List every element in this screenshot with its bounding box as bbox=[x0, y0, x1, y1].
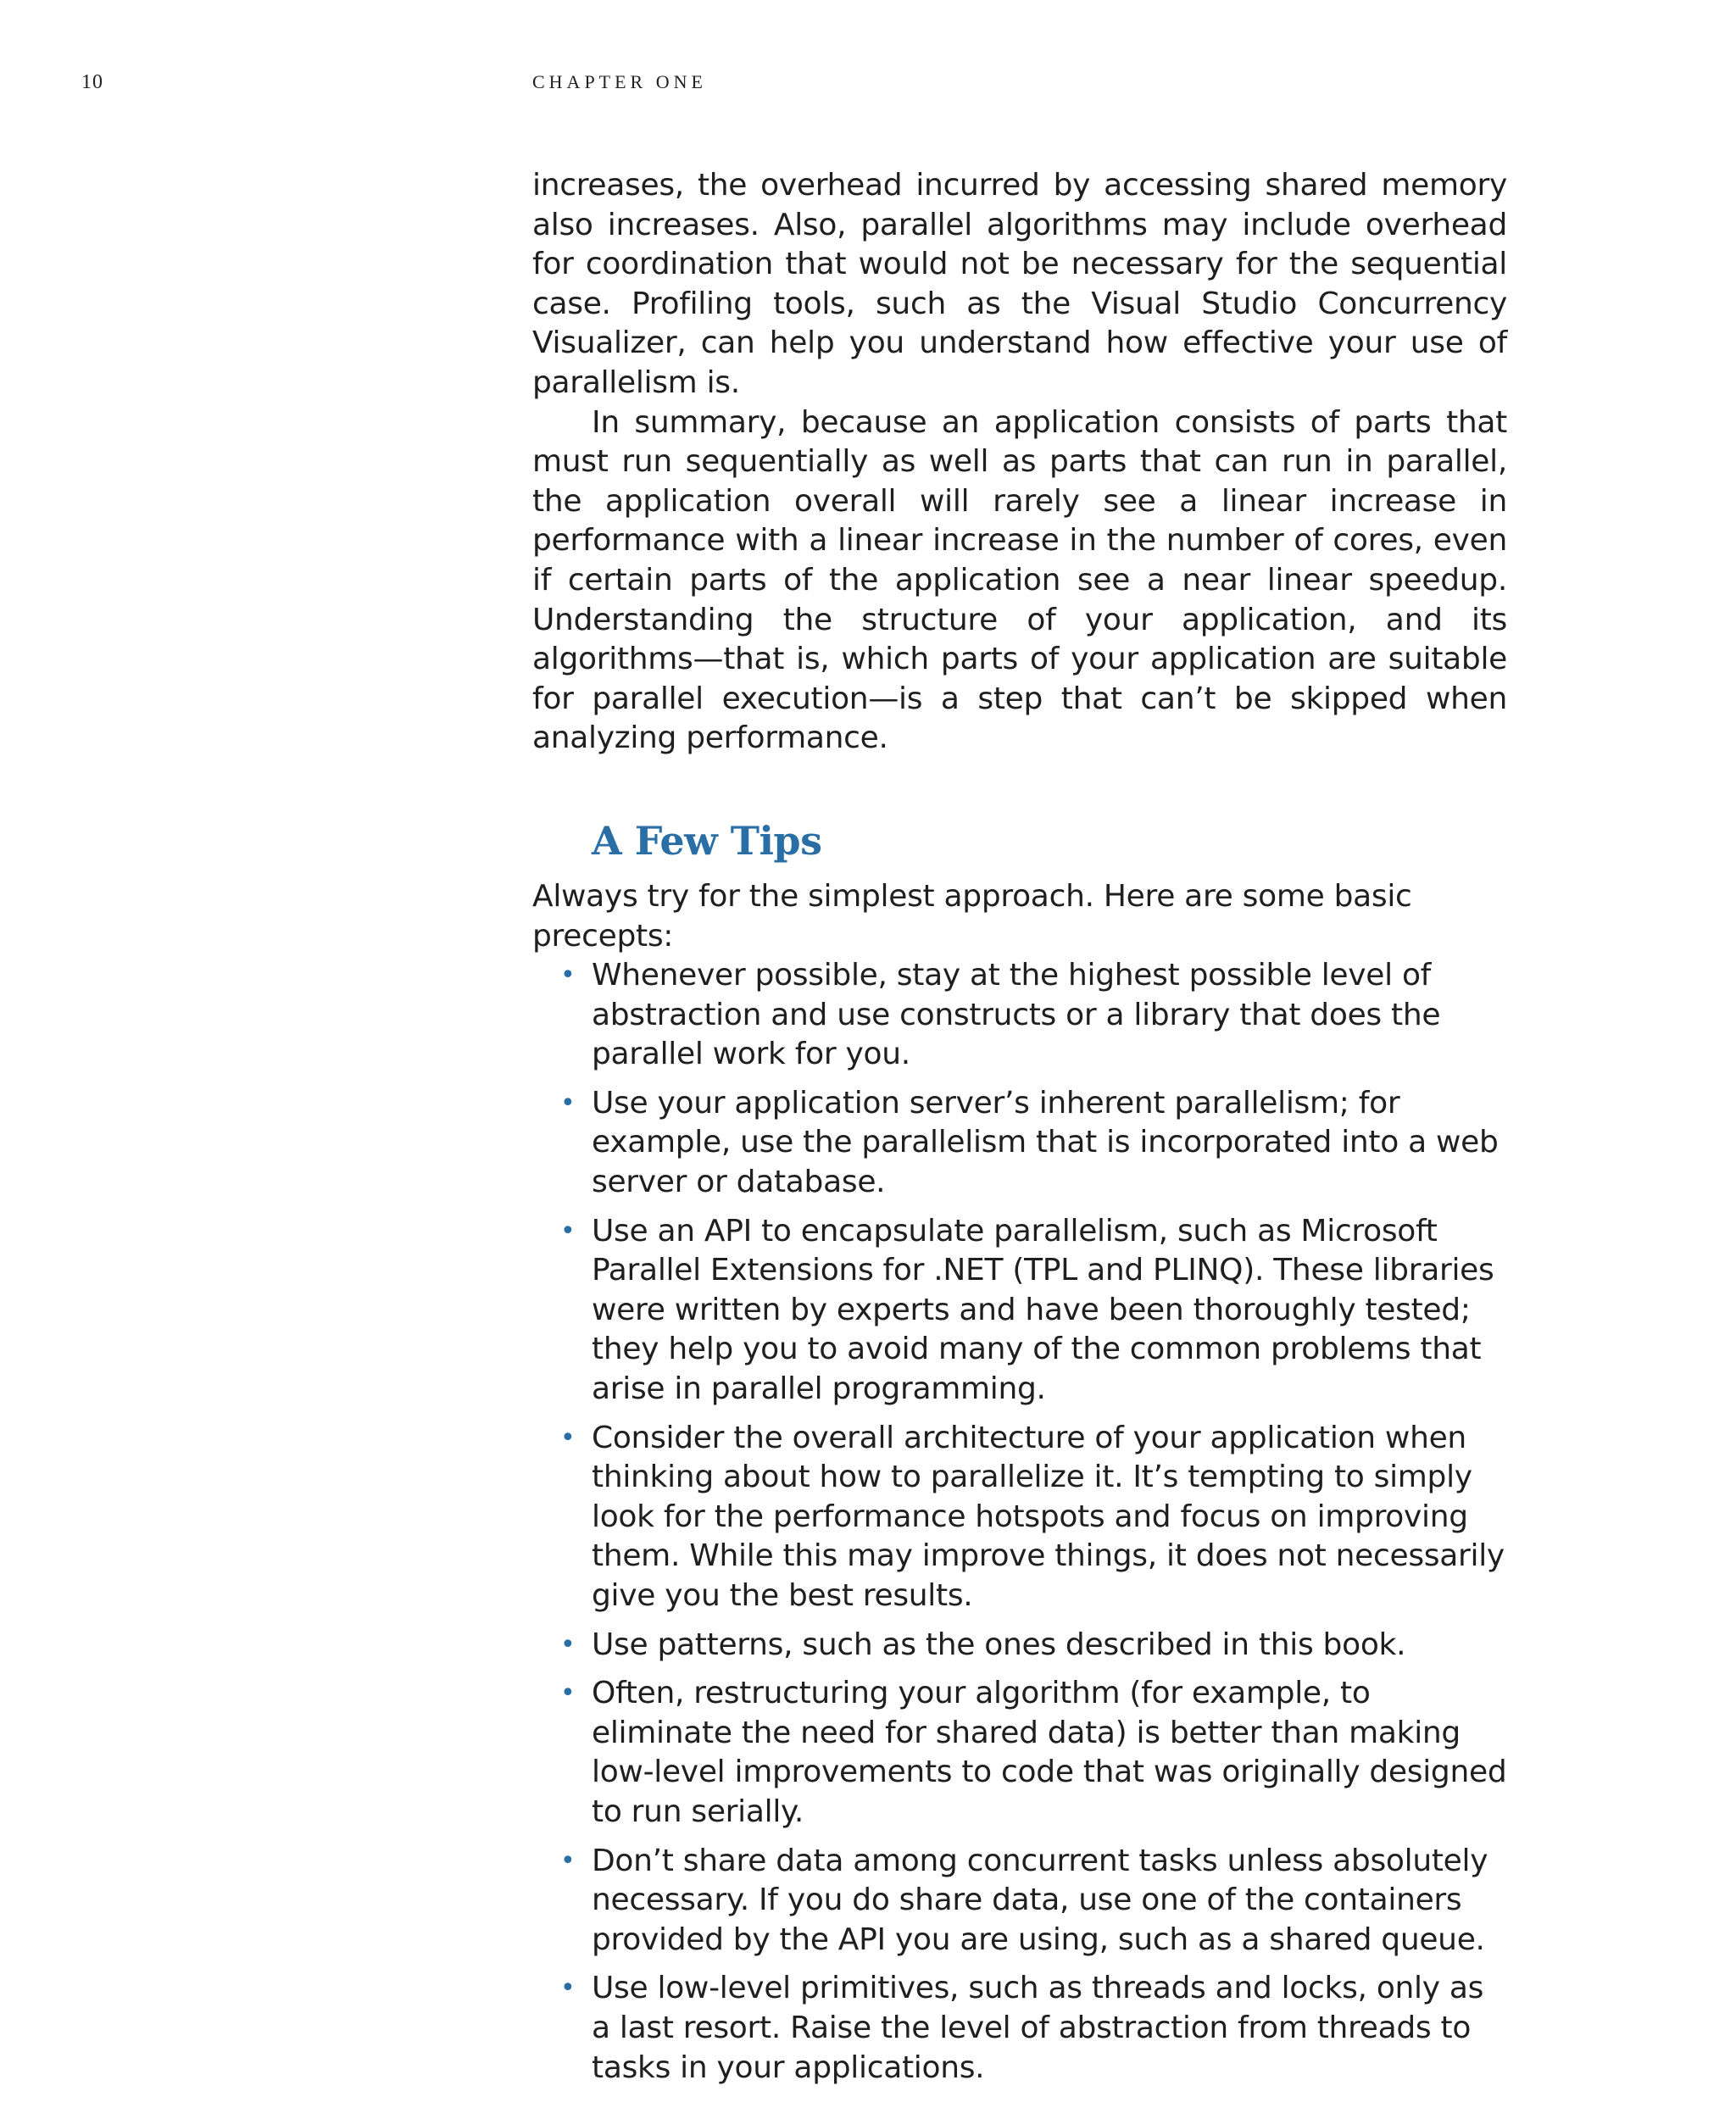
list-item bbox=[560, 1842, 1507, 1960]
bullet-icon: • bbox=[560, 1215, 576, 1246]
chapter-label: CHAPTER ONE bbox=[532, 71, 707, 92]
list-item bbox=[560, 1626, 1507, 1666]
bullet-icon: • bbox=[560, 1087, 576, 1118]
bullet-icon: • bbox=[560, 1845, 576, 1876]
bullet-icon: • bbox=[560, 1678, 576, 1709]
paragraph-overhead: increases, the overhead incurred by accessing shared memory also increases. Also, parallel algorithms may include overhead for coordination that would not be necessary for the sequential case. Profiling tools, such as the Visual Studio Concurrency Visualizer, can help you understand how effective your use of parallelism is. bbox=[532, 168, 1507, 400]
tip-text: Often, restructuring your algorithm (for example, to eliminate the need for shared data) is better than making low-level improvements to code that was originally designed to run serially. bbox=[592, 1676, 1507, 1829]
tip-text: Use patterns, such as the ones described in this book. bbox=[592, 1627, 1406, 1662]
list-item bbox=[560, 1674, 1507, 1832]
bullet-icon: • bbox=[560, 1422, 576, 1453]
bullet-icon: • bbox=[560, 1973, 576, 2004]
paragraph-summary: In summary, because an application consists of parts that must run sequentially as well as parts that can run in parallel, the application overall will rarely see a linear increase in performance with a linear increase in the number of cores, even if certain parts of the application see a near linear speedup. Understanding the structure of your application, and its algorithms—that is, which parts of your application are suitable for parallel execution—is a step that can’t be skipped when analyzing performance. bbox=[532, 404, 1507, 756]
tip-text: Whenever possible, stay at the highest possible level of abstraction and use constructs or a library that does the parallel work for you. bbox=[592, 958, 1441, 1072]
tip-text: Don’t share data among concurrent tasks unless absolutely necessary. If you do share data, use one of the containers provided by the API you are using, such as a shared queue. bbox=[592, 1843, 1488, 1957]
bullet-icon: • bbox=[560, 960, 576, 991]
list-item bbox=[560, 1969, 1507, 2088]
list-item bbox=[560, 1084, 1507, 1203]
tip-text: Use an API to encapsulate parallelism, such as Microsoft Parallel Extensions for .NET (TPL and PLINQ). These libraries were written by experts and have been thoroughly tested; they help you to avoid many of the common problems that arise in parallel programming. bbox=[592, 1213, 1494, 1407]
tip-text: Consider the overall architecture of your application when thinking about how to parallelize it. It’s tempting to simply look for the performance hotspots and focus on improving them. While this may improve things, it does not necessarily give you the best results. bbox=[592, 1420, 1505, 1613]
list-item bbox=[560, 1419, 1507, 1616]
tip-text: Use your application server’s inherent parallelism; for example, use the parallelism that is incorporated into a web server or database. bbox=[592, 1085, 1499, 1200]
list-item bbox=[560, 1212, 1507, 1410]
section-intro: Always try for the simplest approach. Here are some basic precepts: bbox=[532, 878, 1412, 954]
list-item bbox=[560, 956, 1507, 1075]
tip-text: Use low-level primitives, such as threads and locks, only as a last resort. Raise the level of abstraction from threads to tasks in your applications. bbox=[592, 1971, 1484, 2085]
bullet-icon: • bbox=[560, 1629, 576, 1660]
body-text bbox=[532, 166, 1507, 2097]
running-head bbox=[0, 71, 1736, 97]
page-number: 10 bbox=[81, 71, 103, 93]
section-heading: A Few Tips bbox=[592, 817, 822, 864]
tips-list bbox=[532, 956, 1507, 2088]
